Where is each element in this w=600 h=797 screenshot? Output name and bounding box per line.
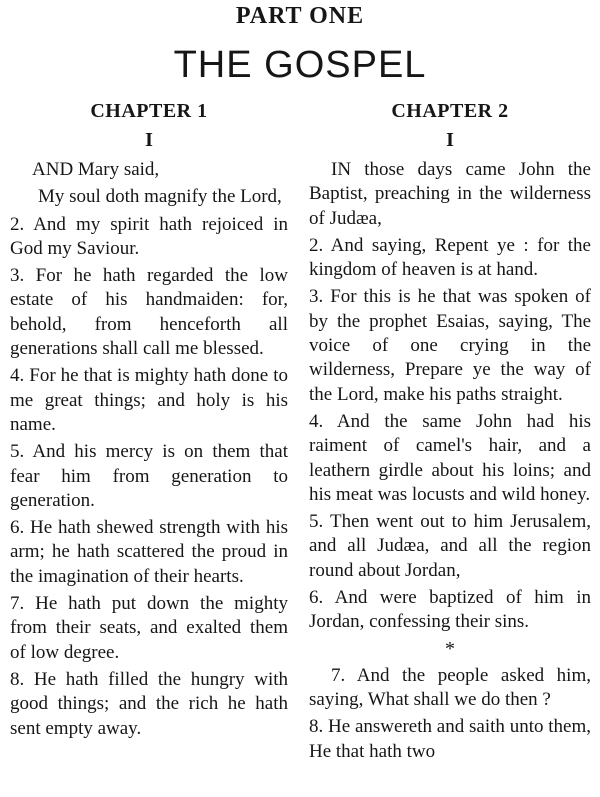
verse-paragraph: 4. For he that is mighty hath done to me great things; and holy is his name.	[10, 365, 288, 435]
right-column	[309, 96, 591, 767]
section-numeral: I	[446, 129, 454, 151]
left-column	[10, 96, 288, 744]
verse-paragraph: 8. He hath filled the hungry with good things; and the rich he hath sent empty away.	[10, 668, 288, 739]
part-heading: PART ONE	[235, 3, 365, 29]
verse-paragraph: 6. And were baptized of him in Jordan, confessing their sins.	[309, 587, 591, 633]
verse-paragraph: 8. He answereth and saith unto them, He that hath two	[309, 716, 591, 762]
verse-paragraph: 5. Then went out to him Jerusalem, and all Judæa, and all the region round about Jordan,	[309, 511, 591, 581]
verse-paragraph: 7. He hath put down the mighty from their seats, and exalted them of low degree.	[10, 593, 288, 663]
verse-paragraph: My soul doth magnify the Lord,	[38, 186, 282, 208]
section-numeral: I	[145, 129, 153, 151]
verse-paragraph: 6. He hath shewed strength with his arm; he hath scattered the proud in the imagination of their hearts.	[10, 517, 288, 587]
chapter-heading: CHAPTER 1	[90, 100, 208, 122]
verse-paragraph: 4. And the same John had his raiment of camel's hair, and a leathern girdle about his loins; and his meat was locusts and wild honey.	[309, 410, 591, 505]
chapter-heading: CHAPTER 2	[391, 100, 509, 122]
verse-paragraph: 5. And his mercy is on them that fear him from generation to generation.	[10, 441, 288, 511]
verse-paragraph: IN those days came John the Baptist, preaching in the wilderness of Judæa,	[309, 159, 591, 229]
verse-paragraph: AND Mary said,	[32, 159, 160, 180]
section-separator-asterisk: *	[445, 637, 455, 660]
verse-paragraph: 7. And the people asked him, saying, What shall we do then ?	[309, 664, 591, 710]
verse-paragraph: 3. For he hath regarded the low estate of his handmaiden: for, behold, from henceforth all generations shall call me blessed.	[10, 265, 288, 360]
page-title: THE GOSPEL	[173, 44, 427, 86]
verse-paragraph: 3. For this is he that was spoken of by the prophet Esaias, saying, The voice of one crying in the wilderness, Prepare ye the way of the Lord, make his paths straight.	[309, 286, 591, 405]
verse-paragraph: 2. And saying, Repent ye : for the kingdom of heaven is at hand.	[309, 234, 591, 281]
verse-paragraph: 2. And my spirit hath rejoiced in God my Saviour.	[10, 213, 288, 259]
